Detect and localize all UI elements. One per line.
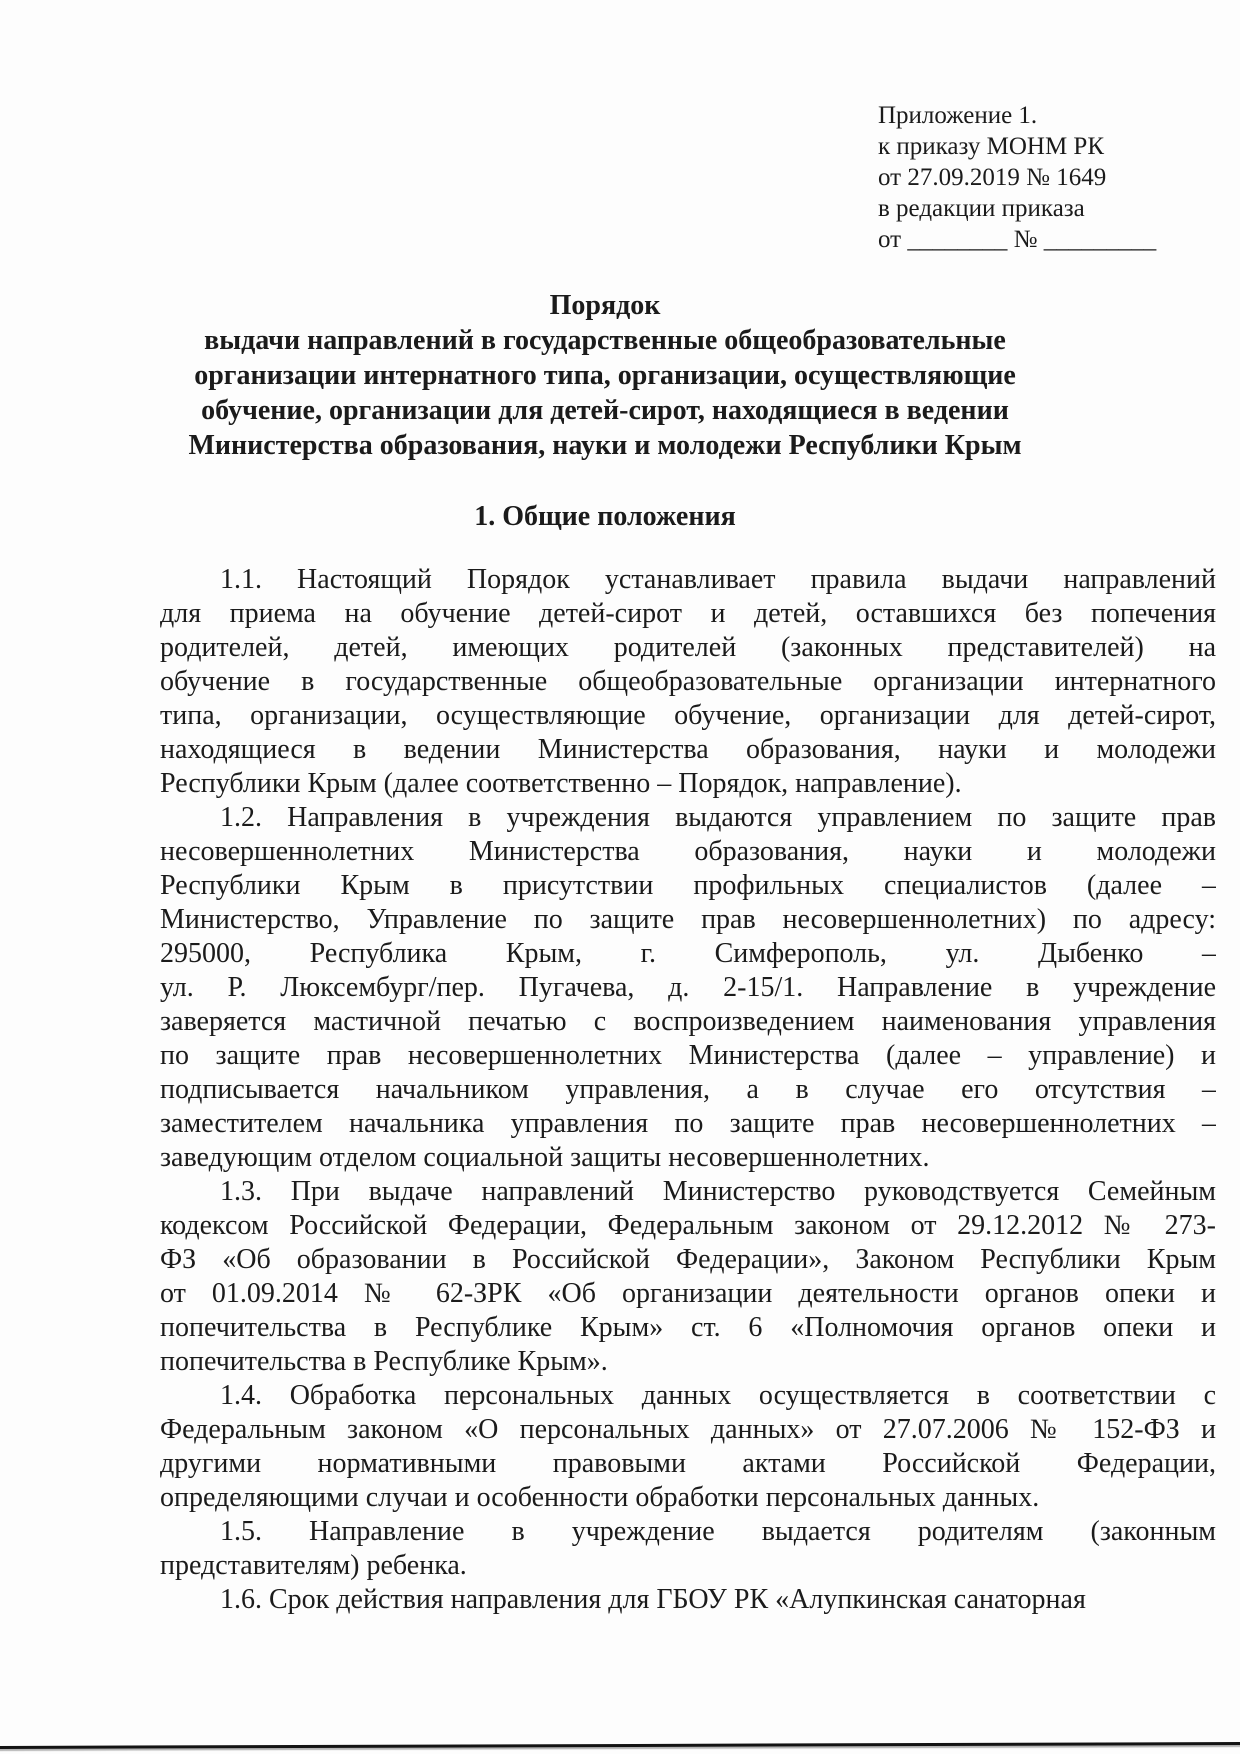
paragraph bbox=[160, 801, 1216, 1175]
text-line: от 27.09.2019 № 1649 bbox=[878, 164, 1107, 191]
annex-reference-block bbox=[878, 100, 1156, 255]
text-line: родителей, детей, имеющих родителей (законных представителей) на bbox=[160, 632, 1216, 663]
paragraph bbox=[160, 563, 1216, 801]
text-line: типа, организации, осуществляющие обучение, организации для детей-сирот, bbox=[160, 700, 1216, 731]
text-line: для приема на обучение детей-сирот и детей, оставшихся без попечения bbox=[160, 598, 1216, 629]
text-line: попечительства в Республике Крым» ст. 6 «Полномочия органов опеки и bbox=[160, 1312, 1216, 1343]
scan-edge-artifact bbox=[0, 1742, 1240, 1749]
text-line: выдачи направлений в государственные общеобразовательные bbox=[204, 325, 1006, 356]
text-line: Приложение 1. bbox=[878, 102, 1038, 129]
text-line: от 01.09.2014 № 62-ЗРК «Об организации деятельности органов опеки и bbox=[160, 1278, 1216, 1309]
paragraph bbox=[160, 1515, 1216, 1583]
document-body bbox=[160, 563, 1216, 1617]
text-line: ФЗ «Об образовании в Российской Федерации», Законом Республики Крым bbox=[160, 1244, 1216, 1275]
text-line: ул. Р. Люксембург/пер. Пугачева, д. 2-15/1. Направление в учреждение bbox=[160, 972, 1216, 1003]
text-line: 1.3. При выдаче направлений Министерство руководствуется Семейным bbox=[220, 1176, 1216, 1207]
text-line: 1.1. Настоящий Порядок устанавливает правила выдачи направлений bbox=[220, 564, 1216, 595]
text-line: 1.6. Срок действия направления для ГБОУ РК «Алупкинская санаторная bbox=[220, 1584, 1086, 1615]
text-line: заверяется мастичной печатью с воспроизведением наименования управления bbox=[160, 1006, 1216, 1037]
text-line: Министерство, Управление по защите прав несовершеннолетних) по адресу: bbox=[160, 904, 1216, 935]
text-line: организации интернатного типа, организации, осуществляющие bbox=[194, 360, 1016, 391]
section-heading: 1. Общие положения bbox=[474, 501, 736, 532]
text-line: представителям) ребенка. bbox=[160, 1550, 467, 1581]
text-line: Республики Крым в присутствии профильных специалистов (далее – bbox=[160, 870, 1216, 901]
text-line: кодексом Российской Федерации, Федеральным законом от 29.12.2012 № 273- bbox=[160, 1210, 1216, 1241]
text-line: несовершеннолетних Министерства образования, науки и молодежи bbox=[160, 836, 1216, 867]
paragraph bbox=[160, 1379, 1216, 1515]
document-title bbox=[160, 288, 1050, 463]
text-line: подписывается начальником управления, а в случае его отсутствия – bbox=[160, 1074, 1216, 1105]
text-line: Министерства образования, науки и молодежи Республики Крым bbox=[188, 430, 1022, 461]
text-line: Республики Крым (далее соответственно – Порядок, направление). bbox=[160, 768, 962, 799]
text-line: 1.4. Обработка персональных данных осуществляется в соответствии с bbox=[220, 1380, 1216, 1411]
text-line: другими нормативными правовыми актами Российской Федерации, bbox=[160, 1448, 1216, 1479]
text-line: к приказу МОНМ РК bbox=[878, 133, 1105, 160]
text-line: от ________ № _________ bbox=[878, 226, 1157, 253]
text-line: 295000, Республика Крым, г. Симферополь, ул. Дыбенко – bbox=[160, 938, 1216, 969]
text-line: попечительства в Республике Крым». bbox=[160, 1346, 608, 1377]
text-line: Порядок bbox=[549, 290, 661, 321]
text-line: находящиеся в ведении Министерства образования, науки и молодежи bbox=[160, 734, 1216, 765]
paragraph bbox=[160, 1175, 1216, 1379]
text-line: в редакции приказа bbox=[878, 195, 1085, 222]
text-line: заместителем начальника управления по защите прав несовершеннолетних – bbox=[160, 1108, 1216, 1139]
text-line: обучение, организации для детей-сирот, находящиеся в ведении bbox=[201, 395, 1009, 426]
text-line: обучение в государственные общеобразовательные организации интернатного bbox=[160, 666, 1216, 697]
paragraph bbox=[160, 1583, 1216, 1617]
text-line: по защите прав несовершеннолетних Министерства (далее – управление) и bbox=[160, 1040, 1216, 1071]
text-line: 1.2. Направления в учреждения выдаются управлением по защите прав bbox=[220, 802, 1216, 833]
text-line: заведующим отделом социальной защиты несовершеннолетних. bbox=[160, 1142, 930, 1173]
text-line: Федеральным законом «О персональных данных» от 27.07.2006 № 152-ФЗ и bbox=[160, 1414, 1216, 1445]
text-line: определяющими случаи и особенности обработки персональных данных. bbox=[160, 1482, 1040, 1513]
text-line: 1.5. Направление в учреждение выдается родителям (законным bbox=[220, 1516, 1216, 1547]
